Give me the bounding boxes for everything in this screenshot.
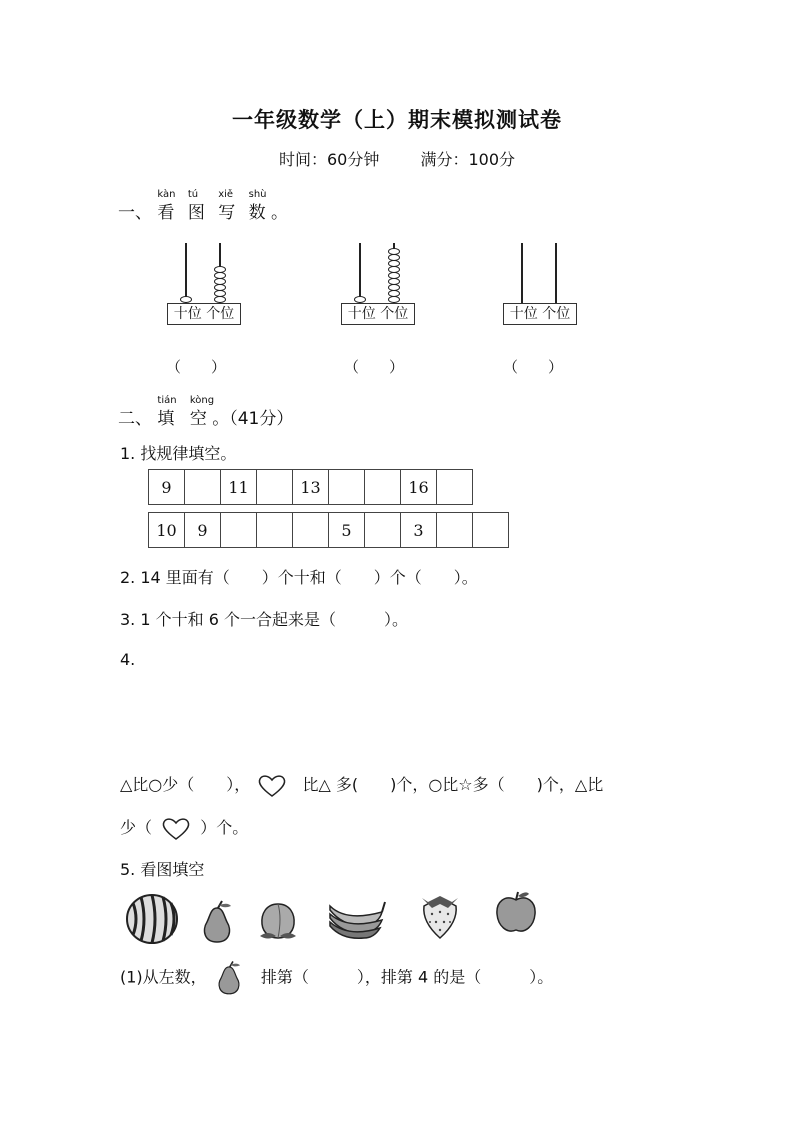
question-1: 1. 找规律填空。 bbox=[120, 444, 237, 463]
pinyin-kong: kòng bbox=[189, 395, 215, 406]
blank-cell[interactable] bbox=[365, 470, 401, 505]
answer-blank-2[interactable]: （ ） bbox=[344, 358, 405, 376]
exam-info bbox=[0, 147, 794, 170]
question-4-line-2: 少（ ）个。 bbox=[120, 815, 248, 841]
ones-bead bbox=[388, 254, 400, 261]
blank-cell[interactable] bbox=[365, 513, 401, 548]
char-kong: kòng 空 bbox=[189, 395, 215, 429]
blank-cell[interactable] bbox=[437, 470, 473, 505]
blank-cell[interactable] bbox=[293, 513, 329, 548]
ones-rod bbox=[555, 243, 557, 303]
time-info: 时间：60分钟 bbox=[278, 150, 380, 169]
score-info: 满分：100分 bbox=[420, 150, 515, 169]
number-cell: 10 bbox=[149, 513, 185, 548]
number-cell: 9 bbox=[185, 513, 221, 548]
apple-icon bbox=[493, 890, 539, 936]
ones-bead bbox=[388, 290, 400, 297]
pinyin-kan: kàn bbox=[157, 189, 176, 200]
char-tu: tú 图 bbox=[187, 189, 205, 223]
ones-bead bbox=[214, 284, 226, 291]
strawberry-icon bbox=[418, 892, 462, 940]
number-cell: 3 bbox=[401, 513, 437, 548]
page-title: 一年级数学（上）期末模拟测试卷 bbox=[232, 108, 562, 132]
number-cell: 11 bbox=[221, 470, 257, 505]
tens-rod bbox=[521, 243, 523, 303]
ones-bead bbox=[388, 272, 400, 279]
answer-blank-1[interactable]: （ ） bbox=[166, 358, 227, 376]
answer-blank-3[interactable]: （ ） bbox=[503, 358, 564, 376]
ones-bead bbox=[214, 296, 226, 303]
tens-rod bbox=[185, 243, 187, 303]
tens-bead bbox=[354, 296, 366, 303]
ones-bead bbox=[388, 248, 400, 255]
heart-icon bbox=[161, 817, 191, 841]
ones-bead bbox=[388, 278, 400, 285]
sequence-row-2 bbox=[148, 512, 509, 548]
blank-cell[interactable] bbox=[437, 513, 473, 548]
pinyin-shu: shù bbox=[248, 189, 267, 200]
tens-rod bbox=[359, 243, 361, 303]
section-1-heading: 一、 kàn 看 tú 图 xiě 写 shù 数 。 bbox=[118, 189, 289, 223]
question-3: 3. 1 个十和 6 个一合起来是（ ）。 bbox=[120, 610, 408, 629]
number-cell: 16 bbox=[401, 470, 437, 505]
ones-bead bbox=[214, 266, 226, 273]
ones-bead bbox=[214, 278, 226, 285]
pear-icon bbox=[198, 900, 236, 944]
pinyin-xie: xiě bbox=[218, 189, 234, 200]
ones-bead bbox=[214, 272, 226, 279]
pear-icon bbox=[214, 960, 244, 996]
watermelon-icon bbox=[125, 893, 179, 945]
pinyin-tian: tián bbox=[157, 395, 177, 406]
blank-cell[interactable] bbox=[221, 513, 257, 548]
question-4-line-1: △比○少（ ）， 比△ 多( )个，○比☆多（ )个，△比 bbox=[120, 772, 603, 798]
pinyin-tu: tú bbox=[187, 189, 199, 200]
char-tian: tián 填 bbox=[157, 395, 177, 429]
section-number: 一、 bbox=[118, 203, 152, 223]
number-cell: 13 bbox=[293, 470, 329, 505]
char-kan: kàn 看 bbox=[157, 189, 176, 223]
question-4-label: 4. bbox=[120, 650, 136, 669]
ones-bead bbox=[214, 290, 226, 297]
ones-bead bbox=[388, 266, 400, 273]
blank-cell[interactable] bbox=[257, 470, 293, 505]
number-cell: 5 bbox=[329, 513, 365, 548]
section-2-heading: 二、 tián 填 kòng 空 。（41分） bbox=[118, 395, 294, 429]
ones-bead bbox=[388, 260, 400, 267]
blank-cell[interactable] bbox=[473, 513, 509, 548]
sequence-row-1 bbox=[148, 469, 473, 505]
char-shu: shù 数 bbox=[248, 189, 267, 223]
peach-icon bbox=[258, 900, 298, 942]
question-5: 5. 看图填空 bbox=[120, 860, 205, 879]
ones-bead bbox=[388, 284, 400, 291]
question-5-part-1: (1)从左数， 排第（ ），排第 4 的是（ ）。 bbox=[120, 960, 553, 996]
tens-bead bbox=[180, 296, 192, 303]
number-cell: 9 bbox=[149, 470, 185, 505]
blank-cell[interactable] bbox=[257, 513, 293, 548]
ones-bead bbox=[388, 296, 400, 303]
blank-cell[interactable] bbox=[185, 470, 221, 505]
question-2: 2. 14 里面有（ ）个十和（ ）个（ ）。 bbox=[120, 568, 478, 587]
heart-icon bbox=[257, 774, 287, 798]
blank-cell[interactable] bbox=[329, 470, 365, 505]
char-xie: xiě 写 bbox=[218, 189, 236, 223]
abacus-label: 十位 个位 bbox=[341, 303, 415, 325]
abacus-label: 十位 个位 bbox=[503, 303, 577, 325]
abacus-label: 十位 个位 bbox=[167, 303, 241, 325]
banana-icon bbox=[326, 896, 386, 940]
